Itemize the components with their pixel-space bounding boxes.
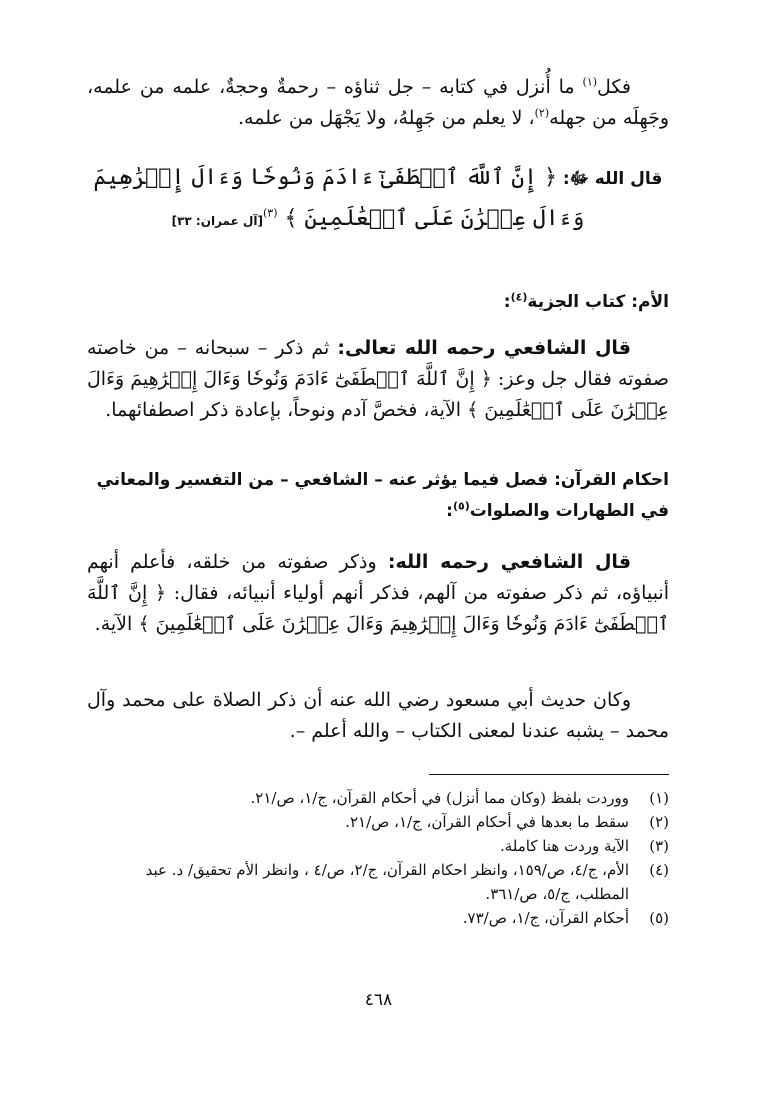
footnote-text: أحكام القرآن، ج/١، ص/٧٣. [462, 909, 629, 927]
umm-speaker: قال الشافعي رحمه الله تعالى: [337, 337, 632, 359]
footnote-ref-1[interactable]: (١) [582, 75, 598, 89]
section-heading-ahkam-text: احكام القرآن: فصل فيما يؤثر عنه – الشافعي – من التفسير والمعاني في الطهارات والصلوات [96, 470, 669, 521]
opening-paragraph [87, 72, 669, 134]
footnote-4 [87, 858, 669, 906]
opening-text: ما أُنزل في كتابه – جل ثناؤه – رحمةٌ وحجةٌ، علمه من علمه، وجَهِلَه من جهله [87, 76, 669, 129]
footnote-1 [87, 786, 669, 810]
opening-tail: ، لا يعلم من جَهِلهُ، ولا يَجْهَل من علمه. [238, 107, 535, 129]
footnote-text: ووردت بلفظ (وكان مما أنزل) في أحكام القرآن، ج/١، ص/٢١. [250, 789, 629, 807]
ahkam-speaker: قال الشافعي رحمه الله: [387, 551, 632, 573]
footnote-number: (٢) [649, 813, 669, 831]
ahkam-paragraph [87, 547, 669, 640]
footnotes [87, 786, 669, 930]
quran-verse-block [87, 158, 669, 241]
page-number: ٤٦٨ [364, 990, 393, 1010]
footnote-ref-4[interactable]: (٤) [510, 290, 528, 304]
section-heading-umm [87, 287, 669, 318]
verse-reference: [آل عمران: ٣٣] [171, 214, 263, 228]
footnote-number: (٣) [649, 837, 669, 855]
section-heading-umm-colon: : [503, 292, 511, 312]
footnote-ref-3[interactable]: (٣) [262, 206, 278, 220]
footnote-5 [87, 906, 669, 930]
footnote-2 [87, 810, 669, 834]
umm-paragraph [87, 333, 669, 426]
verse-text: ﴿ إِنَّ ٱللَّهَ ٱصۡطَفَىٰٓ ءَادَمَ وَنُوحٗا وَءَالَ إِبۡرَٰهِيمَ وَءَالَ عِمۡرَٰنَ عَلَى ٱلۡعَٰلَمِينَ ﴾ [93, 165, 585, 231]
footnote-3 [87, 834, 669, 858]
verse-lead: قال الله ﷻ: [556, 169, 663, 189]
footnote-ref-2[interactable]: (٢) [534, 106, 550, 120]
section-heading-ahkam [87, 465, 669, 527]
opening-lead: فكل [597, 76, 631, 98]
section-heading-ahkam-colon: : [446, 501, 453, 521]
ahkam-text: وذكر صفوته من خلقه، فأعلم أنهم أنبياؤه، ثم ذكر صفوته من آلهم، فذكر أنهم أولياء أنبيائه، فقال: ﴿ إِنَّ ٱللَّهَ ٱصۡطَفَىٰٓ ءَادَمَ وَنُوحٗا وَءَالَ إِبۡرَٰهِيمَ وَءَالَ عِمۡرَٰنَ عَلَى ٱلۡعَٰلَمِينَ ﴾ الآية. [87, 551, 669, 635]
footnote-text: سقط ما بعدها في أحكام القرآن، ج/١، ص/٢١. [345, 813, 629, 831]
hadith-text: وكان حديث أبي مسعود رضي الله عنه أن ذكر الصلاة على محمد وآل محمد – يشبه عندنا لمعنى الكتاب – والله أعلم –. [87, 689, 669, 742]
footnote-number: (٤) [649, 861, 669, 879]
umm-text: ثم ذكر – سبحانه – من خاصته صفوته فقال جل وعز: ﴿ إِنَّ ٱللَّهَ ٱصۡطَفَىٰٓ ءَادَمَ وَنُوحٗا وَءَالَ إِبۡرَٰهِيمَ وَءَالَ عِمۡرَٰنَ عَلَى ٱلۡعَٰلَمِينَ ﴾ الآية، فخصَّ آدم ونوحاً، بإعادة ذكر اصطفائهما. [87, 337, 669, 421]
footnote-text: الأم، ج/٤، ص/١٥٩، وانظر احكام القرآن، ج/٢، ص/٤ ، وانظر الأم تحقيق/ د. عبد المطلب، ج/٥، ص/٣٦١. [145, 861, 629, 903]
footnote-ref-5[interactable]: (٥) [452, 499, 470, 513]
footnote-text: الآية وردت هنا كاملة. [499, 837, 629, 855]
hadith-paragraph [87, 685, 669, 747]
footnote-number: (٥) [649, 909, 669, 927]
section-heading-umm-text: الأم: كتاب الجزية [527, 292, 669, 312]
footnote-number: (١) [649, 789, 669, 807]
